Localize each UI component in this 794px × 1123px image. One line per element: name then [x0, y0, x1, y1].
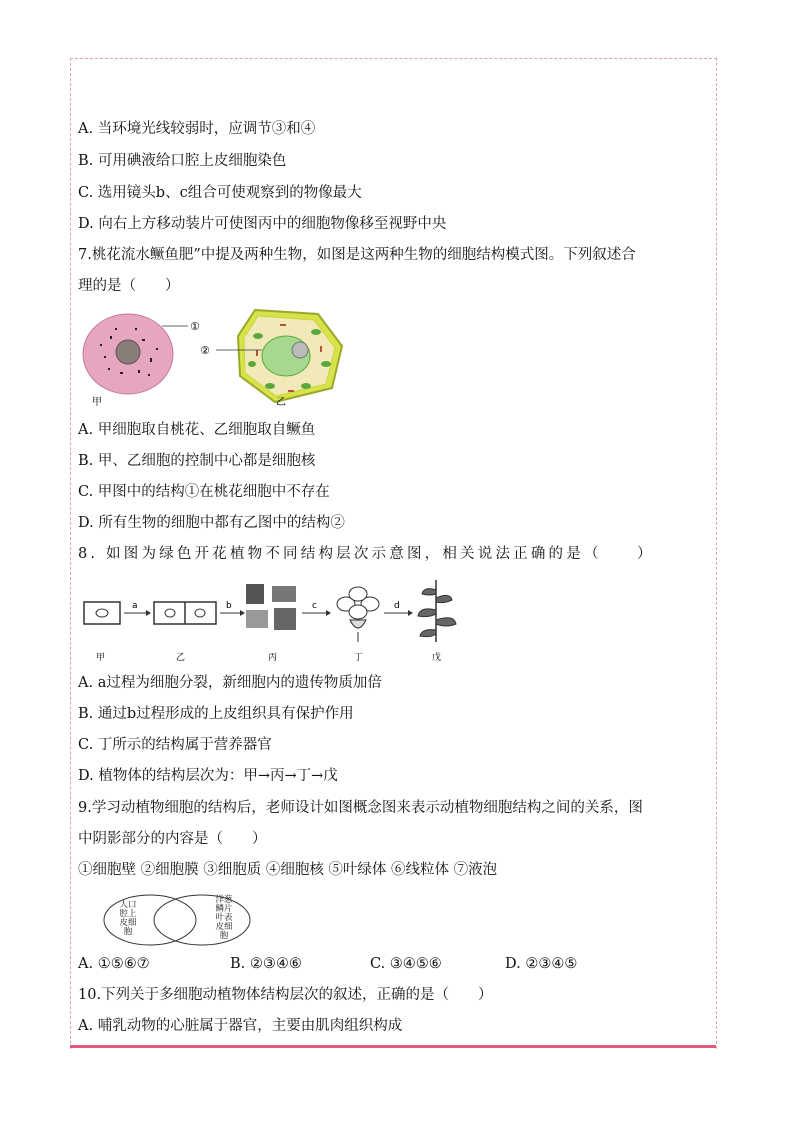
venn-left-line1: 人口: [119, 900, 137, 910]
whole-plant: [418, 580, 456, 642]
q7-option-c: C. 甲图中的结构①在桃花细胞中不存在: [78, 484, 330, 500]
arrow-b: b: [226, 601, 232, 611]
caption-yi: 乙: [176, 653, 186, 663]
venn-right-line3: 叶表: [215, 913, 233, 923]
q7-stem-line2: 理的是（ ）: [78, 278, 180, 294]
caption-wu: 戊: [432, 653, 442, 663]
venn-left-line4: 胞: [123, 927, 133, 937]
venn-right-line4: 皮细: [215, 922, 233, 932]
tissues: [246, 584, 296, 630]
q7-option-a: A. 甲细胞取自桃花、乙细胞取自鳜鱼: [78, 422, 316, 438]
venn-left-line3: 皮细: [119, 918, 137, 928]
arrow-a: a: [132, 601, 138, 611]
q7-caption-left: 甲: [92, 397, 102, 408]
venn-left-line2: 腔上: [119, 909, 137, 919]
arrow-c: c: [312, 601, 317, 611]
q8-option-b: B. 通过b过程形成的上皮组织具有保护作用: [78, 706, 354, 722]
q10-stem: 10.下列关于多细胞动植物体结构层次的叙述，正确的是（ ）: [78, 987, 493, 1003]
q9-option-a: A. ①⑤⑥⑦: [78, 956, 150, 972]
venn-right-line1: 洋葱: [215, 895, 233, 905]
q9-items: ①细胞壁 ②细胞膜 ③细胞质 ④细胞核 ⑤叶绿体 ⑥线粒体 ⑦液泡: [78, 862, 498, 878]
q7-option-b: B. 甲、乙细胞的控制中心都是细胞核: [78, 453, 316, 469]
venn-right-circle: [154, 895, 250, 945]
q8-option-a: A. a过程为细胞分裂，新细胞内的遗传物质加倍: [78, 675, 382, 691]
q6-option-c: C. 选用镜头b、c组合可使观察到的物像最大: [78, 185, 362, 201]
q6-option-b: B. 可用碘液给口腔上皮细胞染色: [78, 153, 287, 169]
q9-stem-line1: 9.学习动植物细胞的结构后，老师设计如图概念图来表示动植物细胞结构之间的关系，图: [78, 800, 643, 816]
q8-option-c: C. 丁所示的结构属于营养器官: [78, 737, 272, 753]
flower: [337, 587, 379, 642]
q7-cell-figure: [80, 306, 370, 408]
caption-jia: 甲: [96, 653, 106, 663]
q8-structure-levels-figure: [80, 576, 480, 664]
page-bottom-rule: [70, 1045, 716, 1048]
caption-bing: 丙: [268, 653, 278, 663]
arrow-d: d: [394, 601, 400, 611]
q9-venn-diagram: [100, 892, 260, 948]
plant-nucleus: [292, 342, 308, 358]
q7-stem-line1: 7.桃花流水鳜鱼肥”中提及两种生物，如图是这两种生物的细胞结构模式图。下列叙述合: [78, 247, 636, 263]
q9-stem-line2: 中阴影部分的内容是（ ）: [78, 831, 267, 847]
q6-option-a: A. 当环境光线较弱时，应调节③和④: [78, 121, 316, 137]
q6-option-d: D. 向右上方移动装片可使图丙中的细胞物像移至视野中央: [78, 216, 447, 232]
animal-nucleus: [116, 340, 140, 364]
q9-option-c: C. ③④⑤⑥: [370, 956, 442, 972]
caption-ding: 丁: [354, 653, 364, 663]
q9-option-b: B. ②③④⑥: [230, 956, 302, 972]
q7-label-1: ①: [190, 320, 200, 333]
q7-option-d: D. 所有生物的细胞中都有乙图中的结构②: [78, 515, 345, 531]
venn-left-circle: [104, 895, 196, 945]
q8-stem: 8. 如图为绿色开花植物不同结构层次示意图，相关说法正确的是（ ）: [78, 546, 655, 562]
venn-right-line5: 胞: [219, 931, 229, 941]
q7-caption-right: 乙: [276, 397, 286, 408]
q10-option-a: A. 哺乳动物的心脏属于器官，主要由肌肉组织构成: [78, 1018, 403, 1034]
q8-option-d: D. 植物体的结构层次为：甲→丙→丁→戊: [78, 768, 338, 784]
q9-option-d: D. ②③④⑤: [505, 956, 578, 972]
q7-label-2: ②: [200, 344, 210, 357]
venn-right-line2: 鳞片: [215, 904, 233, 914]
